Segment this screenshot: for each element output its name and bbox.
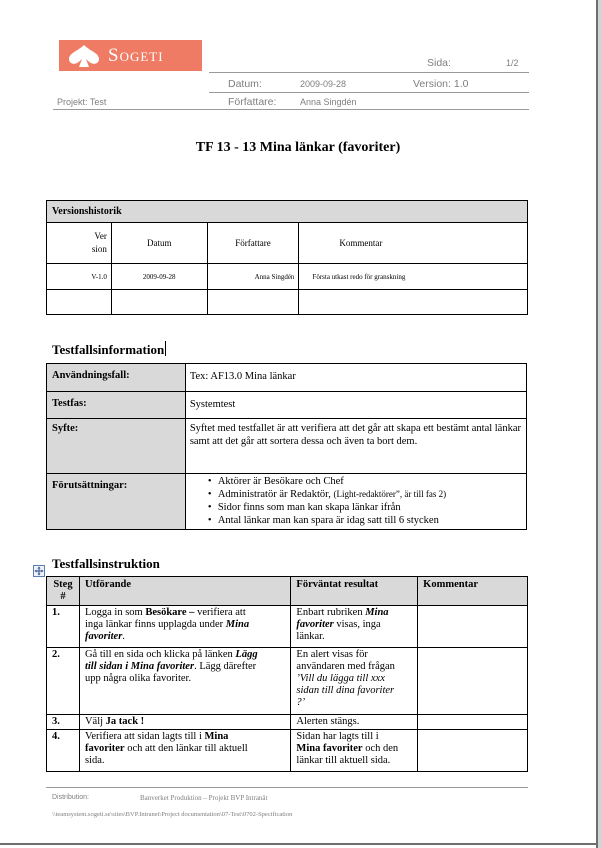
step-action: Välj Ja tack ! (79, 715, 290, 730)
table-move-handle[interactable] (33, 565, 45, 577)
step-expected: Alerten stängs. (291, 715, 418, 730)
instructions-table (46, 576, 528, 772)
col-action: Utförande (79, 577, 290, 606)
page-value: 1/2 (506, 58, 519, 68)
step-number: 1. (47, 606, 80, 648)
test-info-heading: Testfallsinformation (52, 342, 165, 357)
header-rule-bottom (53, 109, 529, 110)
col-version-line1: Ver (94, 231, 107, 241)
cell-date: 2009-09-28 (111, 264, 207, 290)
date-value: 2009-09-28 (300, 79, 347, 89)
step-comment (418, 715, 528, 730)
distribution-value: Banverket Produktion – Projekt BVP Intranät (140, 794, 268, 802)
version-label: Version: 1.0 (413, 78, 469, 90)
table-row (47, 606, 528, 648)
step-number: 3. (47, 715, 80, 730)
use-case-value: Tex: AF13.0 Mina länkar (185, 364, 526, 392)
step-expected: Enbart rubriken Mina favoriter visas, inga länkar. (291, 606, 418, 648)
logo-text: Sogeti (108, 44, 164, 66)
author-value: Anna Singdén (300, 97, 357, 107)
header-rule-top (209, 72, 529, 73)
header-rule-mid (209, 92, 529, 93)
page-edge-bottom (0, 843, 598, 845)
list-item: • Aktörer är Besökare och Chef (218, 475, 526, 488)
distribution-label: Distribution: (52, 794, 89, 801)
purpose-value: Syftet med testfallet är att verifiera att det går att skapa ett bestämt antal länkar samt att det går att sortera dessa och även ta bort dem. (185, 419, 526, 474)
col-version-line2: sion (91, 244, 107, 254)
project-label: Projekt: Test (57, 97, 107, 107)
cell-version: V-1.0 (47, 264, 112, 290)
phase-label: Testfas: (47, 392, 186, 419)
phase-value: Systemtest (185, 392, 526, 419)
cell-comment: Första utkast redo för granskning (299, 264, 528, 290)
list-item: • Sidor finns som man kan skapa länkar ifrån (218, 501, 526, 514)
document-path: \\teamsystem.sogeti.se\sites\BVP.Intranet\Project documentation\07-Test\0702-Specification (52, 811, 293, 818)
step-comment (418, 606, 528, 648)
instructions-heading: Testfallsinstruktion (52, 556, 160, 571)
step-action: Verifiera att sidan lagts till i Mina favoriter och att den länkar till aktuell sida. (79, 730, 290, 772)
step-expected: Sidan har lagts till i Mina favoriter och den länkar till aktuell sida. (291, 730, 418, 772)
text-cursor (165, 341, 166, 356)
prereq-value (185, 474, 526, 530)
author-label: Författare: (228, 96, 277, 108)
table-row (47, 648, 528, 715)
use-case-label: Användningsfall: (47, 364, 186, 392)
table-row-empty (47, 290, 528, 315)
page-label: Sida: (427, 57, 451, 69)
list-item: • Antal länkar man kan spara är idag satt till 6 stycken (218, 514, 526, 527)
col-expected: Förväntat resultat (291, 577, 418, 606)
step-action: Gå till en sida och klicka på länken Lägg till sidan i Mina favoriter. Lägg därefter upp några olika favoriter. (79, 648, 290, 715)
page-shadow (598, 0, 602, 848)
step-action: Logga in som Besökare – verifiera att inga länkar finns upplagda under Mina favoriter. (79, 606, 290, 648)
col-comment: Kommentar (418, 577, 528, 606)
col-author: Författare (207, 223, 299, 264)
spade-icon (64, 43, 104, 68)
test-info-table (46, 363, 527, 530)
list-item: • Administratör är Redaktör, (Light-redaktörer”, är till fas 2) (218, 488, 526, 501)
document-title: TF 13 - 13 Mina länkar (favoriter) (195, 140, 401, 155)
prereq-label: Förutsättningar: (47, 474, 186, 530)
col-date: Datum (111, 223, 207, 264)
version-history-heading: Versionshistorik (47, 201, 528, 223)
step-number: 4. (47, 730, 80, 772)
date-label: Datum: (228, 78, 262, 90)
step-comment (418, 730, 528, 772)
col-step: Steg # (47, 577, 80, 606)
step-number: 2. (47, 648, 80, 715)
step-expected: En alert visas för användaren med frågan ’Vill du lägga till xxx sidan till dina favoriter ?’ (291, 648, 418, 715)
cell-author: Anna Singdén (207, 264, 299, 290)
version-history-table (46, 200, 528, 315)
table-row (47, 715, 528, 730)
col-comment: Kommentar (299, 223, 528, 264)
col-version (47, 223, 112, 264)
footer-rule (46, 787, 528, 788)
table-row (47, 264, 528, 290)
sogeti-logo (59, 40, 202, 71)
table-row (47, 730, 528, 772)
move-arrows-icon (34, 566, 44, 576)
step-comment (418, 648, 528, 715)
prereq-list (204, 475, 526, 527)
purpose-label: Syfte: (47, 419, 186, 474)
